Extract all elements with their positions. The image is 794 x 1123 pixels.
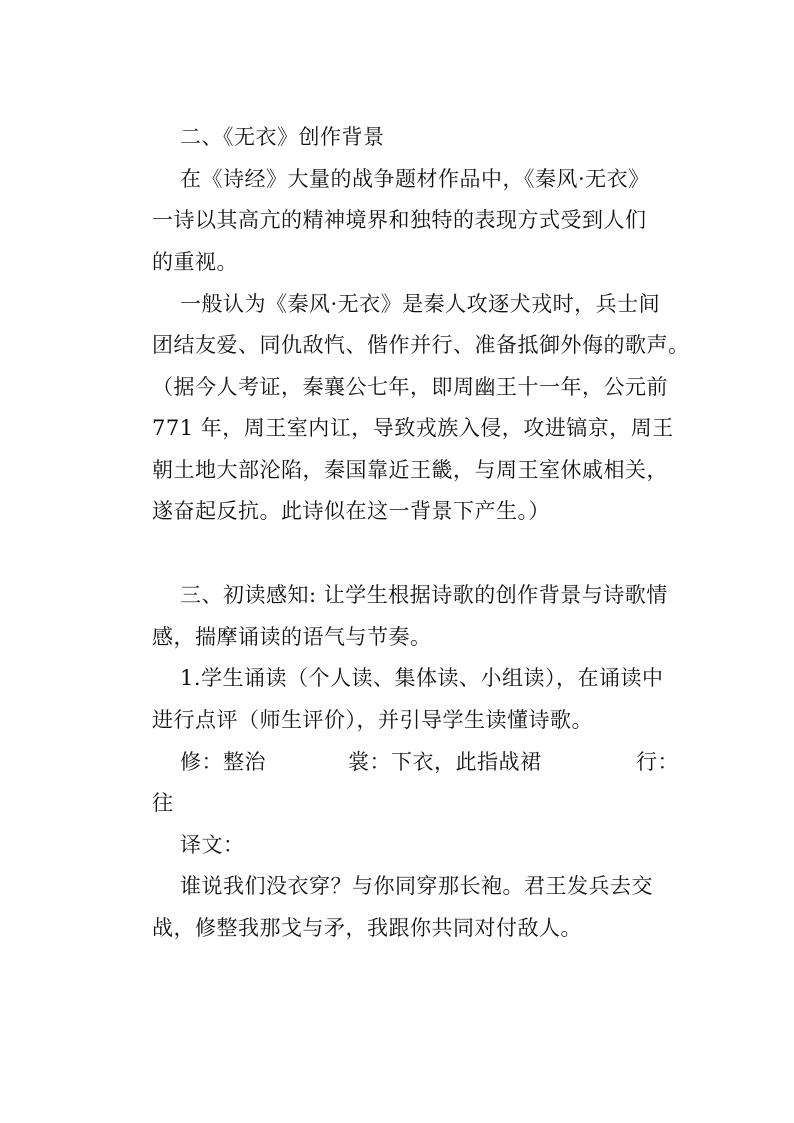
paragraph-line: 朝土地大部沦陷，秦国靠近王畿，与周王室休戚相关，	[152, 458, 668, 482]
list-item-recitation: 1.学生诵读（个人读、集体读、小组读），在诵读中	[180, 666, 664, 690]
section-heading-background: 二、《无衣》创作背景	[180, 125, 385, 149]
paragraph-line: 在《诗经》大量的战争题材作品中，《秦风·无衣》	[180, 167, 650, 191]
translation-line: 战，修整我那戈与矛，我跟你共同对付敌人。	[152, 916, 582, 940]
gloss-shang: 裳：下衣，此指战裙	[348, 750, 542, 774]
gloss-xiu: 修：整治	[180, 750, 266, 774]
paragraph-line: 一般认为《秦风·无衣》是秦人攻逐犬戎时，兵士间	[180, 292, 661, 316]
gloss-xing-continuation: 往	[152, 791, 174, 815]
paragraph-line: 遂奋起反抗。此诗似在这一背景下产生。）	[152, 499, 550, 523]
paragraph-line: 的重视。	[152, 250, 238, 274]
paragraph-line: 771 年，周王室内讧，导致戎族入侵，攻进镐京，周王	[152, 416, 674, 440]
paragraph-line: 团结友爱、同仇敌忾、偕作并行、准备抵御外侮的歌声。	[152, 333, 690, 357]
section-heading-first-reading: 三、初读感知: 让学生根据诗歌的创作背景与诗歌情	[180, 583, 668, 607]
section-heading-continuation: 感，揣摩诵读的语气与节奏。	[152, 625, 432, 649]
gloss-xing: 行：	[636, 750, 679, 774]
list-item-recitation-continuation: 进行点评（师生评价），并引导学生读懂诗歌。	[152, 708, 593, 732]
paragraph-line: 一诗以其高亢的精神境界和独特的表现方式受到人们	[152, 208, 647, 232]
paragraph-line: （据今人考证，秦襄公七年，即周幽王十一年，公元前	[152, 375, 668, 399]
translation-line: 谁说我们没衣穿？与你同穿那长袍。君王发兵去交	[180, 874, 653, 898]
translation-label: 译文：	[180, 833, 245, 857]
